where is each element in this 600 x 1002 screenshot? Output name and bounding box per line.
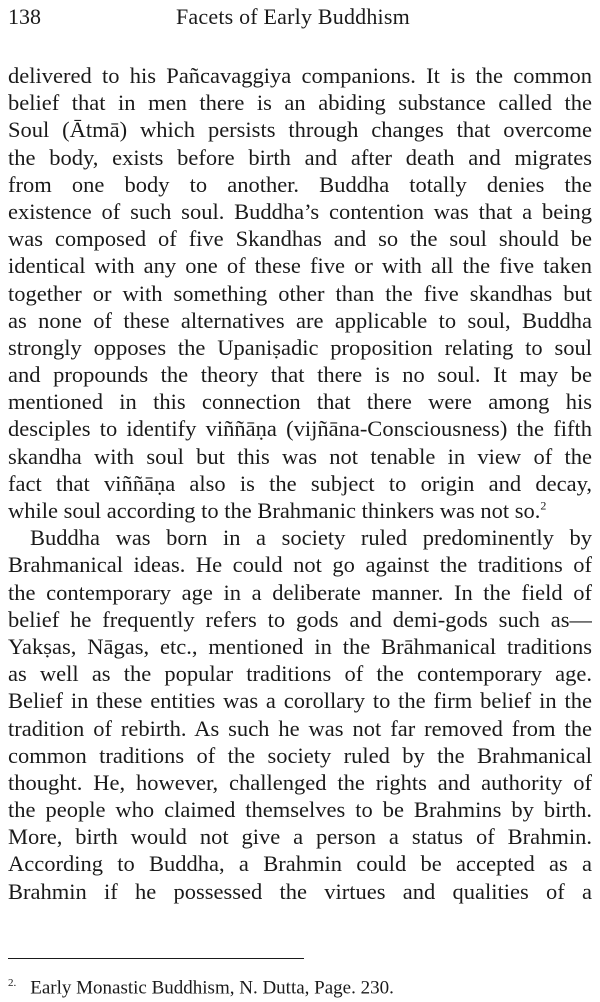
page-header: [8, 2, 592, 32]
text-line: Soul (Ātmā) which persists through changes that overcome: [8, 117, 592, 143]
text-line: Buddha was born in a society ruled predominently by: [30, 525, 592, 551]
body-text: [8, 62, 592, 905]
text-line: More, birth would not give a person a status of Brahmin.: [8, 824, 592, 850]
page-number: 138: [8, 4, 41, 29]
text-line: Brahmanical ideas. He could not go against the traditions of: [8, 552, 592, 578]
text-line-with-footnote: [8, 497, 592, 524]
footnote-marker: 2.: [8, 977, 17, 989]
running-title: Facets of Early Buddhism: [176, 4, 410, 29]
paragraph-2: [8, 524, 592, 905]
text-line: the people who claimed themselves to be Brahmins by birth.: [8, 797, 592, 823]
text-line: tradition of rebirth. As such he was not far removed from the: [8, 715, 592, 741]
text-line: desciples to identify viññāṇa (vijñāna-Consciousness) the fifth: [8, 416, 592, 442]
footnote: [8, 970, 394, 1001]
text-line: from one body to another. Buddha totally denies the: [8, 171, 592, 197]
text-line: as well as the popular traditions of the contemporary age.: [8, 661, 592, 687]
text-line: the body, exists before birth and after death and migrates: [8, 144, 592, 170]
text-line: delivered to his Pañcavaggiya companions. It is the common: [8, 63, 592, 88]
text-line: Belief in these entities was a corollary to the firm belief in the: [8, 688, 592, 714]
text-line: and propounds the theory that there is no soul. It may be: [8, 362, 592, 388]
text-line: was composed of five Skandhas and so the soul should be: [8, 226, 592, 252]
text-line: as none of these alternatives are applicable to soul, Buddha: [8, 307, 592, 333]
text-line: together or with something other than the five skandhas but: [8, 280, 592, 306]
text-line: identical with any one of these five or with all the five taken: [8, 253, 592, 279]
text-line: strongly opposes the Upaniṣadic proposition relating to soul: [8, 334, 592, 360]
footnote-text: Early Monastic Buddhism, N. Dutta, Page. 230.: [30, 977, 394, 999]
text-line: belief he frequently refers to gods and demi-gods such as—: [8, 606, 592, 632]
text-line: Brahmin if he possessed the virtues and qualities of a: [8, 878, 592, 904]
text-line: the contemporary age in a deliberate manner. In the field of: [8, 579, 592, 605]
text-line: fact that viññāṇa also is the subject to origin and decay,: [8, 470, 592, 496]
footnote-reference[interactable]: 2: [540, 498, 547, 513]
paragraph-1: [8, 62, 592, 524]
text-line: belief that in men there is an abiding substance called the: [8, 90, 592, 116]
text-line: Yakṣas, Nāgas, etc., mentioned in the Brāhmanical traditions: [8, 633, 592, 659]
text-line: existence of such soul. Buddha’s contention was that a being: [8, 198, 592, 224]
footnote-divider: [8, 958, 304, 959]
text-line: mentioned in this connection that there were among his: [8, 389, 592, 415]
text-line: common traditions of the society ruled by the Brahmanical: [8, 742, 592, 768]
text-line: skandha with soul but this was not tenable in view of the: [8, 443, 592, 469]
text-line: According to Buddha, a Brahmin could be accepted as a: [8, 851, 592, 877]
text-line-content: while soul according to the Brahmanic thinkers was not so.: [8, 498, 541, 523]
text-line: thought. He, however, challenged the rights and authority of: [8, 769, 592, 795]
